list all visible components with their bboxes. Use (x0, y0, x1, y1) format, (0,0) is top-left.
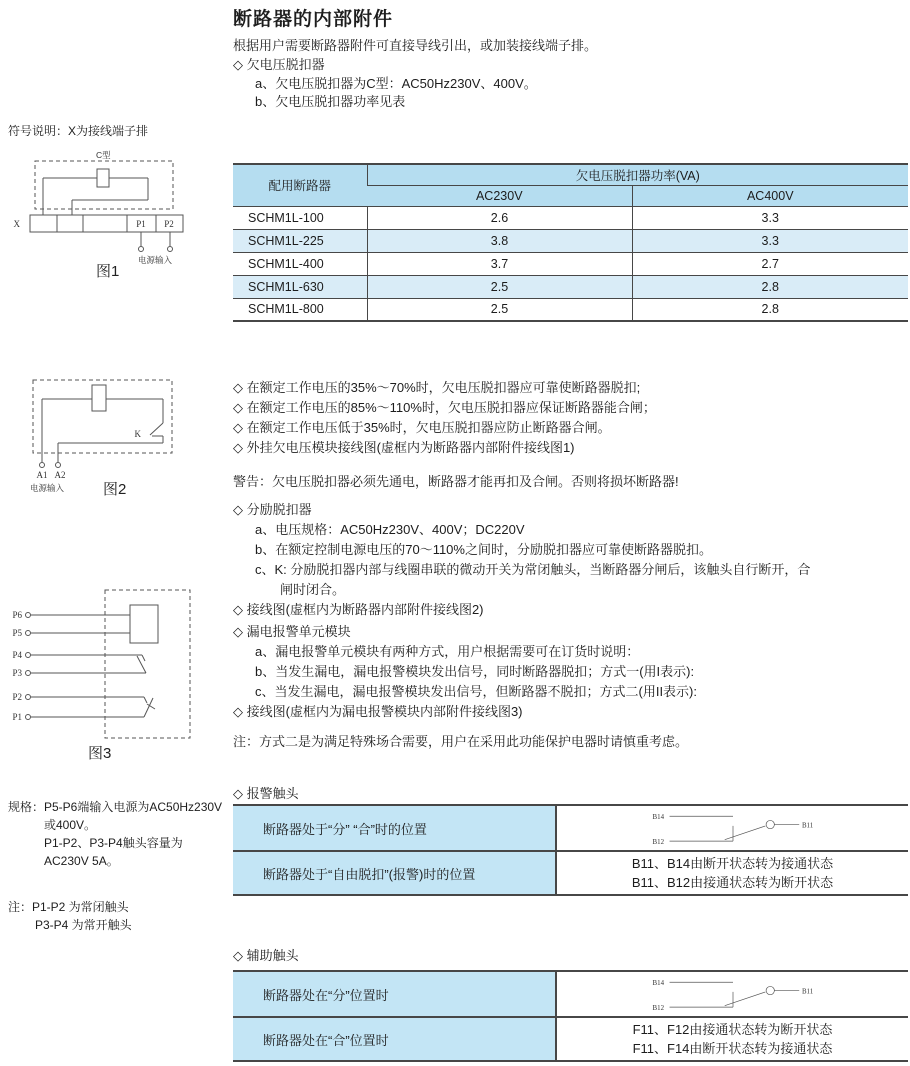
leakage-item-b: b、当发生漏电，漏电报警模块发出信号，同时断路器脱扣；方式一(用I表示): (255, 664, 695, 679)
diagram-b12-label: B12 (652, 838, 664, 846)
aux-row2-label: 断路器处在“合”位置时 (233, 1018, 557, 1060)
power-table-body (233, 206, 908, 321)
column-header-ac230: AC230V (367, 185, 632, 206)
fig2-power-label: 电源输入 (30, 483, 65, 493)
intro-text: 根据用户需要断路器附件可直接导线引出，或加装接线端子排。 (233, 38, 598, 53)
table-row (233, 275, 908, 298)
rule-line: ◇ 在额定工作电压低于35%时，欠电压脱扣器应防止断路器合闸。 (233, 420, 611, 435)
fig2-caption: 图2 (103, 481, 127, 498)
fig1-box-label: C型 (96, 150, 111, 160)
spec-line: AC230V 5A。 (44, 854, 119, 868)
symbol-note: 符号说明：X为接线端子排 (8, 124, 149, 138)
fig3-caption: 图3 (88, 745, 112, 762)
power-value-cell: 2.5 (367, 275, 632, 298)
power-value-cell: 2.8 (632, 275, 908, 298)
table-row (233, 298, 908, 321)
note-line: 注：P1-P2 为常闭触头 (8, 900, 129, 914)
alarm-contact-diagram (583, 808, 883, 848)
state-line: B11、B14由断开状态转为接通状态 (631, 856, 834, 871)
state-line: F11、F12由接通状态转为断开状态 (632, 1022, 833, 1037)
figure3-wiring-diagram (0, 560, 225, 765)
diagram-b11-label: B11 (801, 822, 813, 830)
table-row (233, 229, 908, 252)
aux-contact-diagram-cell (557, 972, 908, 1016)
shunt-item-c: c、K: 分励脱扣器内部与线圈串联的微动开关为常闭触头，当断路器分闸后，该触头自行断开，合 (255, 562, 811, 577)
fig2-a1-label: A1 (36, 470, 48, 480)
diagram-b14-label: B14 (652, 980, 664, 988)
power-value-cell: 3.3 (632, 229, 908, 252)
fig1-p1-label: P1 (136, 219, 146, 229)
power-value-cell: 3.7 (367, 252, 632, 275)
undervoltage-rules (233, 378, 656, 458)
fig3-p3-label: P3 (12, 668, 22, 678)
aux-row1-label: 断路器处在“分”位置时 (233, 972, 557, 1016)
alarm-row2-label: 断路器处于“自由脱扣”(报警)时的位置 (233, 852, 557, 894)
diagram-b11-label: B11 (801, 988, 813, 996)
fig3-p6-label: P6 (12, 610, 22, 620)
spec-line: P1-P2、P3-P4触头容量为 (44, 836, 183, 850)
page-title: 断路器的内部附件 (233, 9, 394, 30)
power-value-cell: 2.7 (632, 252, 908, 275)
aux-contacts-heading: ◇ 辅助触头 (233, 948, 299, 963)
undervoltage-item-a: a、欠电压脱扣器为C型：AC50Hz230V、400V。 (255, 76, 537, 91)
breaker-model-cell: SCHM1L-225 (248, 233, 324, 248)
warning-text: 警告：欠电压脱扣器必须先通电，断路器才能再扣及合闸。否则将损坏断路器! (233, 474, 679, 489)
state-line: F11、F14由断开状态转为接通状态 (632, 1041, 833, 1056)
fig1-power-label: 电源输入 (137, 255, 173, 265)
diagram-b12-label: B12 (652, 1004, 664, 1012)
fig3-p5-label: P5 (12, 628, 22, 638)
rule-line: ◇ 外挂欠电压模块接线图(虚框内为断路器内部附件接线图1) (233, 440, 575, 455)
breaker-model-cell: SCHM1L-400 (248, 256, 324, 271)
spec-line: 或400V。 (44, 818, 97, 832)
note-line: P3-P4 为常开触头 (35, 918, 132, 932)
table-row (233, 1016, 908, 1060)
fig2-a2-label: A2 (54, 470, 66, 480)
sidebar-figures (0, 0, 230, 1066)
table-row (233, 850, 908, 894)
table-row (233, 806, 908, 850)
spec-line: 规格：P5-P6端输入电源为AC50Hz230V (8, 800, 223, 814)
fig3-p2-label: P2 (12, 692, 22, 702)
alarm-contact-diagram-cell (557, 806, 908, 850)
shunt-heading: ◇ 分励脱扣器 (233, 502, 312, 517)
column-header-ac400: AC400V (632, 185, 908, 206)
mode-note: 注：方式二是为满足特殊场合需要，用户在采用此功能保护电器时请慎重考虑。 (233, 734, 689, 749)
shunt-item-a: a、电压规格：AC50Hz230V、400V；DC220V (255, 522, 525, 537)
power-value-cell: 2.6 (367, 206, 632, 229)
fig3-p4-label: P4 (12, 650, 22, 660)
column-group-header: 欠电压脱扣器功率(VA) (367, 164, 908, 185)
figure2-wiring-diagram (0, 375, 225, 505)
alarm-contacts-heading: ◇ 报警触头 (233, 786, 299, 801)
shunt-item-c-wrap: 闸时闭合。 (280, 582, 346, 597)
fig1-x-label: X (13, 219, 20, 229)
power-value-cell: 2.8 (632, 298, 908, 321)
aux-contact-diagram (583, 974, 883, 1014)
alarm-contacts-table (233, 804, 908, 896)
leakage-heading: ◇ 漏电报警单元模块 (233, 624, 351, 639)
main-content (233, 0, 910, 1066)
rule-line: ◇ 在额定工作电压的85%～110%时，欠电压脱扣器应保证断路器能合闸； (233, 400, 656, 415)
undervoltage-item-b: b、欠电压脱扣器功率见表 (255, 94, 406, 109)
power-value-cell: 2.5 (367, 298, 632, 321)
wiring-note-3: ◇ 接线图(虚框内为漏电报警模块内部附件接线图3) (233, 704, 523, 719)
power-value-cell: 3.3 (632, 206, 908, 229)
table-row (233, 206, 908, 229)
breaker-model-cell: SCHM1L-100 (248, 210, 324, 225)
alarm-state-description (632, 854, 833, 892)
aux-state-description (633, 1020, 833, 1058)
figure1-wiring-diagram (0, 145, 225, 280)
undervoltage-heading: ◇ 欠电压脱扣器 (233, 57, 325, 72)
contact-type-note (8, 898, 132, 934)
fig3-p1-label: P1 (12, 712, 22, 722)
table-row (233, 252, 908, 275)
shunt-item-b: b、在额定控制电源电压的70～110%之间时，分励脱扣器应可靠使断路器脱扣。 (255, 542, 712, 557)
rule-line: ◇ 在额定工作电压的35%～70%时，欠电压脱扣器应可靠使断路器脱扣; (233, 380, 641, 395)
power-value-cell: 3.8 (367, 229, 632, 252)
fig1-p2-label: P2 (164, 219, 174, 229)
leakage-item-c: c、当发生漏电，漏电报警模块发出信号，但断路器不脱扣；方式二(用II表示): (255, 684, 697, 699)
breaker-model-cell: SCHM1L-800 (248, 302, 324, 317)
diagram-b14-label: B14 (652, 814, 664, 822)
wiring-note-2: ◇ 接线图(虚框内为断路器内部附件接线图2) (233, 602, 484, 617)
fig1-caption: 图1 (96, 263, 120, 280)
table-row (233, 972, 908, 1016)
leakage-item-a: a、漏电报警单元模块有两种方式，用户根据需要可在订货时说明： (255, 644, 640, 659)
column-header-breaker: 配用断路器 (233, 164, 367, 206)
alarm-row1-label: 断路器处于“分” “合”时的位置 (233, 806, 557, 850)
aux-contacts-table (233, 970, 908, 1062)
undervoltage-power-table (233, 163, 908, 322)
spec-note (8, 798, 222, 870)
breaker-model-cell: SCHM1L-630 (248, 279, 324, 294)
fig2-k-label: K (134, 429, 141, 439)
state-line: B11、B12由接通状态转为断开状态 (631, 875, 834, 890)
